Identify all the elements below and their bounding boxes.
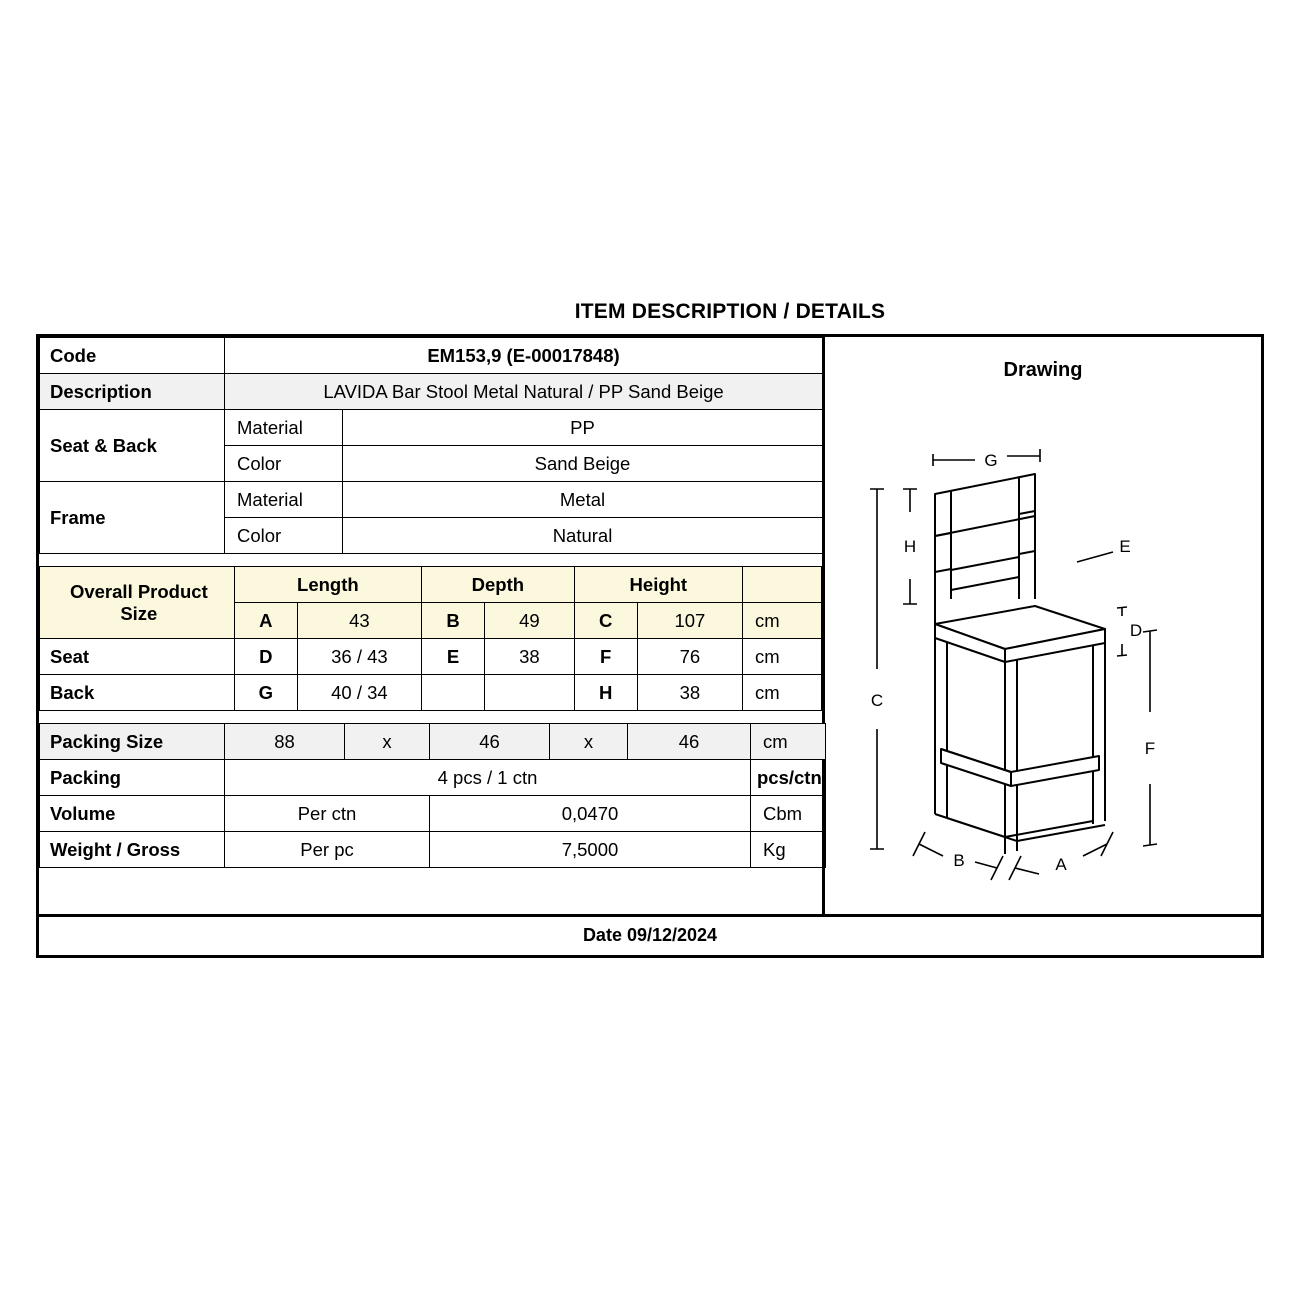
packing-size-height: 46 xyxy=(628,724,751,760)
back-key-g: G xyxy=(234,675,297,711)
seat-value-d: 36 / 43 xyxy=(297,639,421,675)
frame-label: Frame xyxy=(40,482,225,554)
seat-back-material-value: PP xyxy=(343,410,823,446)
packing-size-label: Packing Size xyxy=(40,724,225,760)
dim-label-f: F xyxy=(1144,739,1156,758)
table-row xyxy=(40,482,823,518)
dim-label-e: E xyxy=(1119,537,1131,556)
drawing-header: Drawing xyxy=(1003,359,1083,381)
back-key-h: H xyxy=(574,675,637,711)
seat-value-f: 76 xyxy=(637,639,742,675)
dim-label-c: C xyxy=(870,691,884,710)
dim-label-b: B xyxy=(953,851,965,870)
volume-label: Volume xyxy=(40,796,225,832)
packing-unit: pcs/ctn xyxy=(751,760,826,796)
back-unit: cm xyxy=(743,675,822,711)
seat-key-e: E xyxy=(422,639,485,675)
packing-table xyxy=(39,723,826,868)
frame-material-label: Material xyxy=(225,482,343,518)
overall-size-label: Overall Product Size xyxy=(40,567,235,639)
back-key-blank xyxy=(422,675,485,711)
weight-per: Per pc xyxy=(225,832,430,868)
packing-value: 4 pcs / 1 ctn xyxy=(225,760,751,796)
volume-per: Per ctn xyxy=(225,796,430,832)
date-line: Date 09/12/2024 xyxy=(39,914,1261,955)
packing-label: Packing xyxy=(40,760,225,796)
overall-value-b: 49 xyxy=(485,603,574,639)
frame-material-value: Metal xyxy=(343,482,823,518)
weight-label: Weight / Gross xyxy=(40,832,225,868)
table-row xyxy=(40,760,826,796)
table-row xyxy=(40,410,823,446)
table-row xyxy=(40,567,822,603)
frame-color-label: Color xyxy=(225,518,343,554)
unit-header-blank xyxy=(743,567,822,603)
table-gap-2 xyxy=(39,711,822,723)
seat-back-label: Seat & Back xyxy=(40,410,225,482)
packing-size-width: 46 xyxy=(430,724,550,760)
col-height-header: Height xyxy=(574,567,742,603)
frame-color-value: Natural xyxy=(343,518,823,554)
table-row xyxy=(40,796,826,832)
size-table xyxy=(39,566,822,711)
col-depth-header: Depth xyxy=(422,567,575,603)
packing-size-x1: x xyxy=(345,724,430,760)
seat-back-color-value: Sand Beige xyxy=(343,446,823,482)
overall-key-a: A xyxy=(234,603,297,639)
code-value: EM153,9 (E-00017848) xyxy=(225,338,823,374)
drawing-area xyxy=(825,394,1261,914)
volume-value: 0,0470 xyxy=(430,796,751,832)
seat-back-color-label: Color xyxy=(225,446,343,482)
bar-stool-drawing xyxy=(825,394,1255,914)
volume-unit: Cbm xyxy=(751,796,826,832)
table-row xyxy=(40,675,822,711)
dim-label-h: H xyxy=(903,537,917,556)
page-title: ITEM DESCRIPTION / DETAILS xyxy=(574,300,886,323)
spec-body xyxy=(39,337,1261,914)
col-length-header: Length xyxy=(234,567,421,603)
packing-size-length: 88 xyxy=(225,724,345,760)
table-row xyxy=(40,724,826,760)
seat-size-label: Seat xyxy=(40,639,235,675)
packing-size-x2: x xyxy=(550,724,628,760)
table-gap xyxy=(39,554,822,566)
seat-value-e: 38 xyxy=(485,639,574,675)
seat-back-material-label: Material xyxy=(225,410,343,446)
details-column xyxy=(39,337,825,914)
overall-key-c: C xyxy=(574,603,637,639)
table-row xyxy=(40,639,822,675)
seat-key-f: F xyxy=(574,639,637,675)
overall-unit: cm xyxy=(743,603,822,639)
overall-value-a: 43 xyxy=(297,603,421,639)
overall-value-c: 107 xyxy=(637,603,742,639)
table-row xyxy=(40,832,826,868)
seat-key-d: D xyxy=(234,639,297,675)
packing-size-unit: cm xyxy=(751,724,826,760)
code-label: Code xyxy=(40,338,225,374)
table-row xyxy=(40,374,823,410)
spec-sheet xyxy=(36,300,1264,958)
description-value: LAVIDA Bar Stool Metal Natural / PP Sand Beige xyxy=(225,374,823,410)
dim-label-a: A xyxy=(1055,855,1067,874)
overall-key-b: B xyxy=(422,603,485,639)
description-label: Description xyxy=(40,374,225,410)
dim-label-g: G xyxy=(984,451,998,470)
weight-unit: Kg xyxy=(751,832,826,868)
drawing-column xyxy=(825,337,1261,914)
item-info-table xyxy=(39,337,823,554)
dim-label-d: D xyxy=(1129,621,1143,640)
back-size-label: Back xyxy=(40,675,235,711)
spec-frame xyxy=(36,334,1264,958)
weight-value: 7,5000 xyxy=(430,832,751,868)
table-row xyxy=(40,338,823,374)
seat-unit: cm xyxy=(743,639,822,675)
back-value-g: 40 / 34 xyxy=(297,675,421,711)
back-value-h: 38 xyxy=(637,675,742,711)
back-value-blank xyxy=(485,675,574,711)
